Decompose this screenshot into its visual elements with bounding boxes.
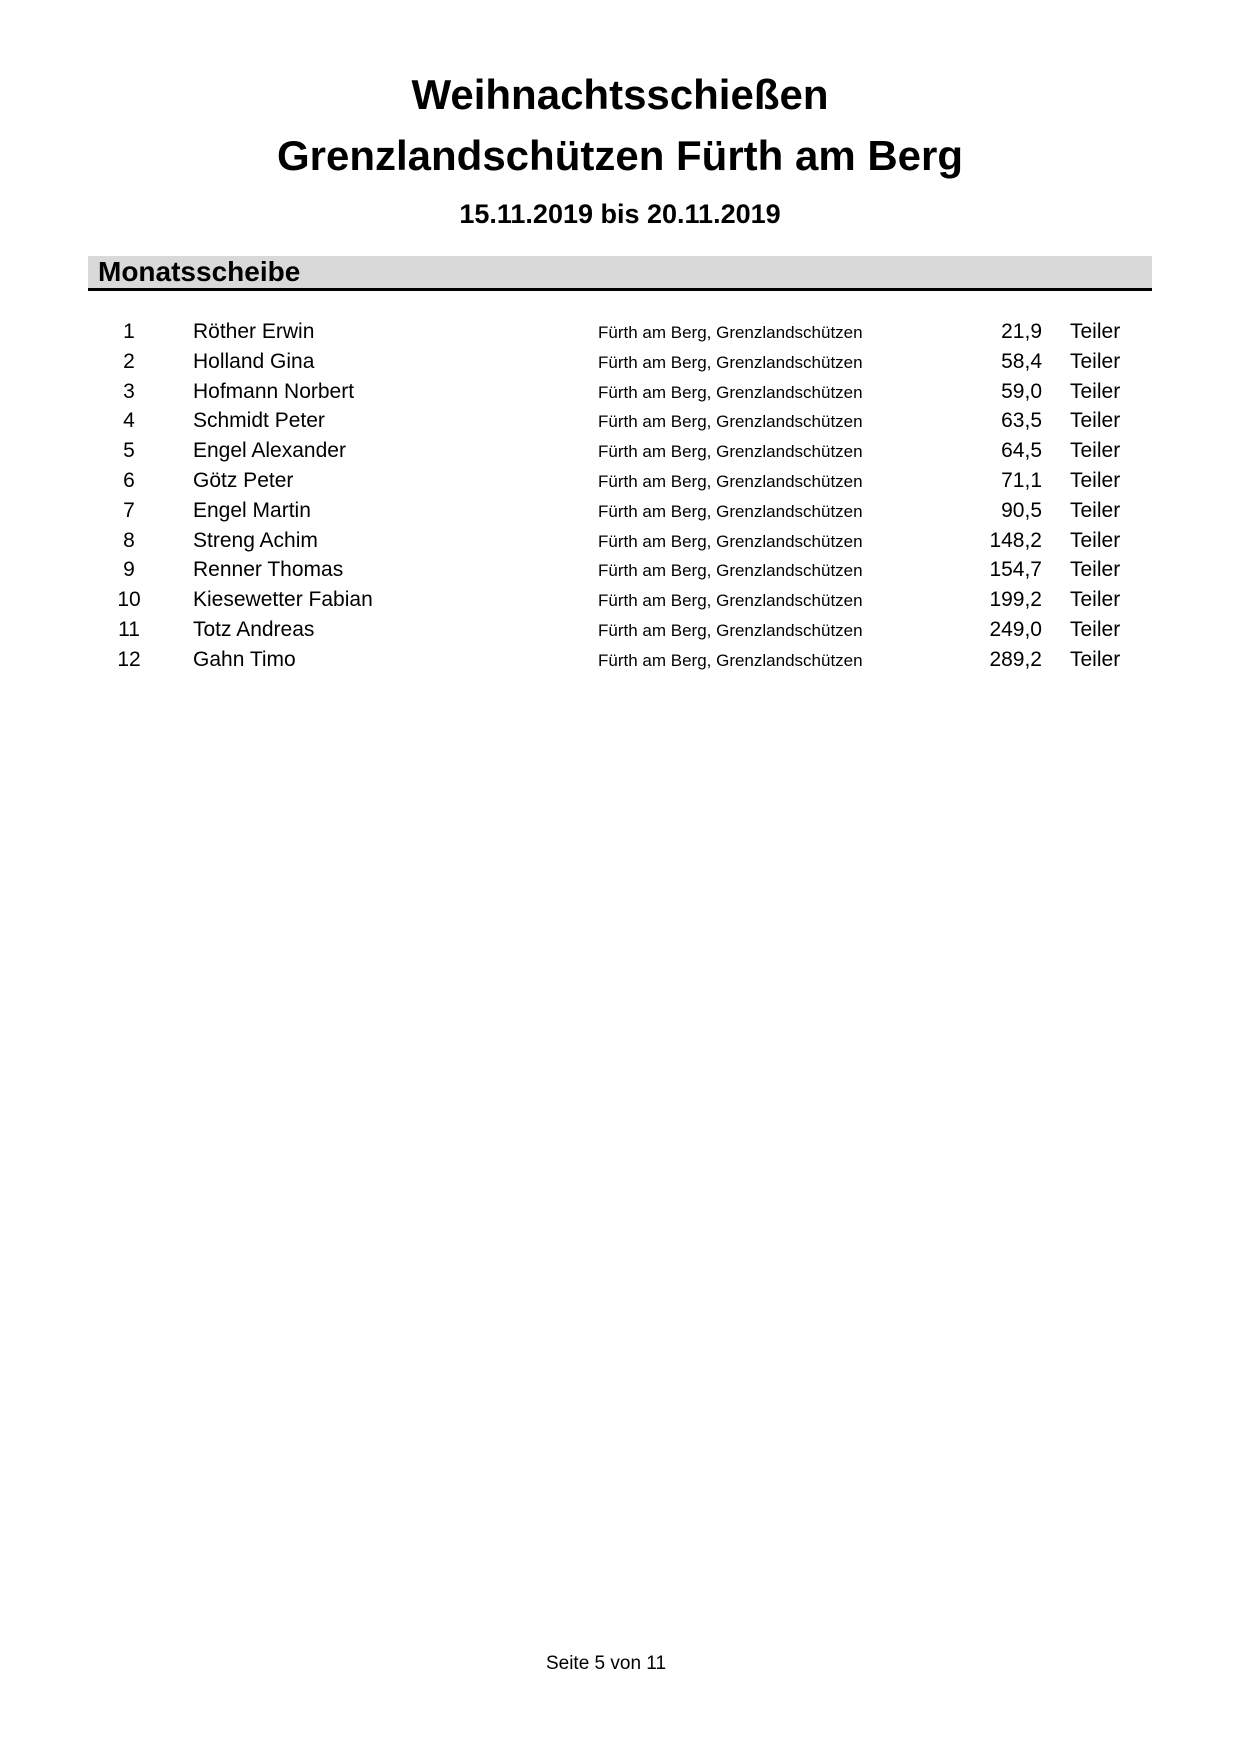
club-cell: Fürth am Berg, Grenzlandschützen: [598, 531, 863, 551]
shooter-name-cell: Kiesewetter Fabian: [193, 588, 373, 612]
club-cell: Fürth am Berg, Grenzlandschützen: [598, 501, 863, 521]
club-cell: Fürth am Berg, Grenzlandschützen: [598, 620, 863, 640]
score-cell: 64,5: [1001, 439, 1042, 463]
unit-cell: Teiler: [1070, 588, 1121, 612]
result-row: [88, 406, 1152, 436]
unit-cell: Teiler: [1070, 647, 1121, 671]
score-cell: 71,1: [1001, 468, 1042, 492]
unit-cell: Teiler: [1070, 558, 1121, 582]
score-cell: 90,5: [1001, 498, 1042, 522]
club-cell: Fürth am Berg, Grenzlandschützen: [598, 412, 863, 432]
result-row: [88, 645, 1152, 675]
result-row: [88, 496, 1152, 526]
unit-cell: Teiler: [1070, 320, 1121, 343]
club-cell: Fürth am Berg, Grenzlandschützen: [598, 561, 863, 581]
shooter-name-cell: Schmidt Peter: [193, 409, 325, 433]
result-row: [88, 466, 1152, 496]
page-footer: [0, 1652, 1212, 1676]
shooter-name-cell: Holland Gina: [193, 349, 315, 373]
shooter-name-cell: Gahn Timo: [193, 647, 296, 671]
document-title-line-2: Grenzlandschützen Fürth am Berg: [276, 132, 964, 179]
unit-cell: Teiler: [1070, 409, 1121, 433]
score-cell: 21,9: [1001, 320, 1042, 343]
rank-cell: 2: [123, 349, 135, 373]
unit-cell: Teiler: [1070, 528, 1121, 552]
result-row: [88, 436, 1152, 466]
shooter-name-cell: Götz Peter: [193, 468, 294, 492]
score-cell: 199,2: [989, 588, 1042, 612]
shooter-name-cell: Totz Andreas: [193, 617, 315, 641]
result-row: [88, 377, 1152, 407]
score-cell: 63,5: [1001, 409, 1042, 433]
section-title: Monatsscheibe: [98, 256, 301, 287]
shooter-name-cell: Röther Erwin: [193, 320, 315, 343]
unit-cell: Teiler: [1070, 379, 1121, 403]
rank-cell: 7: [123, 498, 135, 522]
date-range: 15.11.2019 bis 20.11.2019: [459, 199, 781, 229]
club-cell: Fürth am Berg, Grenzlandschützen: [598, 442, 863, 462]
result-row: [88, 526, 1152, 556]
rank-cell: 3: [123, 379, 135, 403]
page-indicator: Seite 5 von 11: [545, 1653, 667, 1674]
results-table: [88, 317, 1152, 675]
shooter-name-cell: Engel Alexander: [193, 439, 346, 463]
section-header-bar: [88, 256, 1152, 291]
rank-cell: 11: [118, 617, 140, 641]
result-row: [88, 555, 1152, 585]
club-cell: Fürth am Berg, Grenzlandschützen: [598, 382, 863, 402]
club-cell: Fürth am Berg, Grenzlandschützen: [598, 650, 863, 670]
unit-cell: Teiler: [1070, 498, 1121, 522]
score-cell: 154,7: [989, 558, 1042, 582]
shooter-name-cell: Engel Martin: [193, 498, 311, 522]
shooter-name-cell: Hofmann Norbert: [193, 379, 355, 403]
result-row: [88, 585, 1152, 615]
club-cell: Fürth am Berg, Grenzlandschützen: [598, 352, 863, 372]
score-cell: 58,4: [1001, 349, 1042, 373]
club-cell: Fürth am Berg, Grenzlandschützen: [598, 323, 863, 342]
club-cell: Fürth am Berg, Grenzlandschützen: [598, 591, 863, 611]
score-cell: 59,0: [1001, 379, 1042, 403]
rank-cell: 1: [123, 320, 135, 343]
shooter-name-cell: Streng Achim: [193, 528, 318, 552]
result-row: [88, 347, 1152, 377]
unit-cell: Teiler: [1070, 439, 1121, 463]
club-cell: Fürth am Berg, Grenzlandschützen: [598, 471, 863, 491]
rank-cell: 4: [123, 409, 135, 433]
document-title-line-1: Weihnachtsschießen: [411, 71, 829, 118]
score-cell: 289,2: [989, 647, 1042, 671]
rank-cell: 8: [123, 528, 135, 552]
rank-cell: 12: [117, 647, 141, 671]
shooter-name-cell: Renner Thomas: [193, 558, 344, 582]
score-cell: 249,0: [989, 617, 1042, 641]
rank-cell: 10: [117, 588, 141, 612]
unit-cell: Teiler: [1070, 617, 1121, 641]
result-row: [88, 317, 1152, 347]
result-row: [88, 615, 1152, 645]
rank-cell: 6: [123, 468, 135, 492]
unit-cell: Teiler: [1070, 349, 1121, 373]
rank-cell: 9: [123, 558, 135, 582]
unit-cell: Teiler: [1070, 468, 1121, 492]
score-cell: 148,2: [989, 528, 1042, 552]
rank-cell: 5: [123, 439, 135, 463]
